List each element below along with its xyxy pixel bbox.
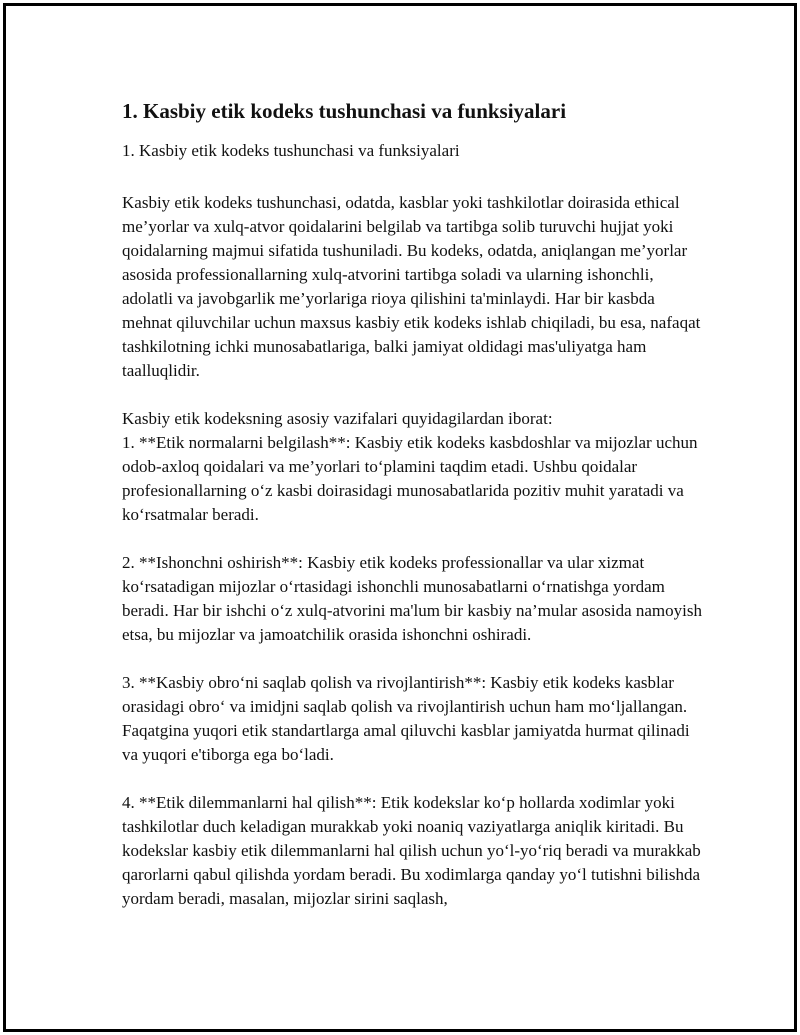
- page-frame: [3, 3, 797, 1032]
- function-item-2: 2. **Ishonchni oshirish**: Kasbiy etik kodeks professionallar va ular xizmat ko‘rsatadigan mijozlar o‘rtasidagi ishonchli munosabatlarni o‘rnatishga yordam beradi. Har bir ishchi o‘z xulq-atvorini ma'lum bir kasbiy na’mular asosida namoyish etsa, bu mijozlar va jamoatchilik orasida ishonchni oshiradi.: [122, 553, 702, 645]
- functions-intro: Kasbiy etik kodeksning asosiy vazifalari quyidagilardan iborat:: [122, 409, 553, 429]
- intro-paragraph: Kasbiy etik kodeks tushunchasi, odatda, kasblar yoki tashkilotlar doirasida ethical me’yorlar va xulq-atvor qoidalarini belgilab va tartibga solib turuvchi hujjat yoki qoidalarning majmui sifatida tushuniladi. Bu kodeks, odatda, aniqlangan me’yorlar asosida professionallarning xulq-atvorini tartibga soladi va ularning ishonchli, adolatli va javobgarlik me’yorlariga rioya qilishini ta'minlaydi. Har bir kasbda mehnat qiluvchilar uchun maxsus kasbiy etik kodeks ishlab chiqiladi, bu esa, nafaqat tashkilotning ichki munosabatlariga, balki jamiyat oldidagi mas'uliyatga ham taalluqlidir.: [122, 193, 701, 381]
- document-subheading: 1. Kasbiy etik kodeks tushunchasi va funksiyalari: [122, 141, 460, 161]
- function-item-3: 3. **Kasbiy obro‘ni saqlab qolish va rivojlantirish**: Kasbiy etik kodeks kasblar orasidagi obro‘ va imidjni saqlab qolish va rivojlantirish uchun ham mo‘ljallangan. Faqatgina yuqori etik standartlarga amal qiluvchi kasblar jamiyatda hurmat qilinadi va yuqori e'tiborga ega bo‘ladi.: [122, 673, 690, 765]
- document-body: [122, 98, 702, 935]
- function-item-1: 1. **Etik normalarni belgilash**: Kasbiy etik kodeks kasbdoshlar va mijozlar uchun odob-axloq qoidalari va me’yorlari to‘plamini taqdim etadi. Ushbu qoidalar profesionallarning o‘z kasbi doirasidagi munosabatlarida pozitiv muhit yaratadi va ko‘rsatmalar beradi.: [122, 433, 698, 525]
- function-item-4: 4. **Etik dilemmanlarni hal qilish**: Etik kodekslar ko‘p hollarda xodimlar yoki tashkilotlar duch keladigan murakkab yoki noaniq vaziyatlarga aniqlik kiritadi. Bu kodekslar kasbiy etik dilemmanlarni hal qilish uchun yo‘l-yo‘riq beradi va murakkab qarorlarni qabul qilishda yordam beradi. Bu xodimlarga qanday yo‘l tutishni bilishda yordam beradi, masalan, mijozlar sirini saqlash,: [122, 793, 701, 909]
- document-heading: 1. Kasbiy etik kodeks tushunchasi va funksiyalari: [122, 99, 567, 123]
